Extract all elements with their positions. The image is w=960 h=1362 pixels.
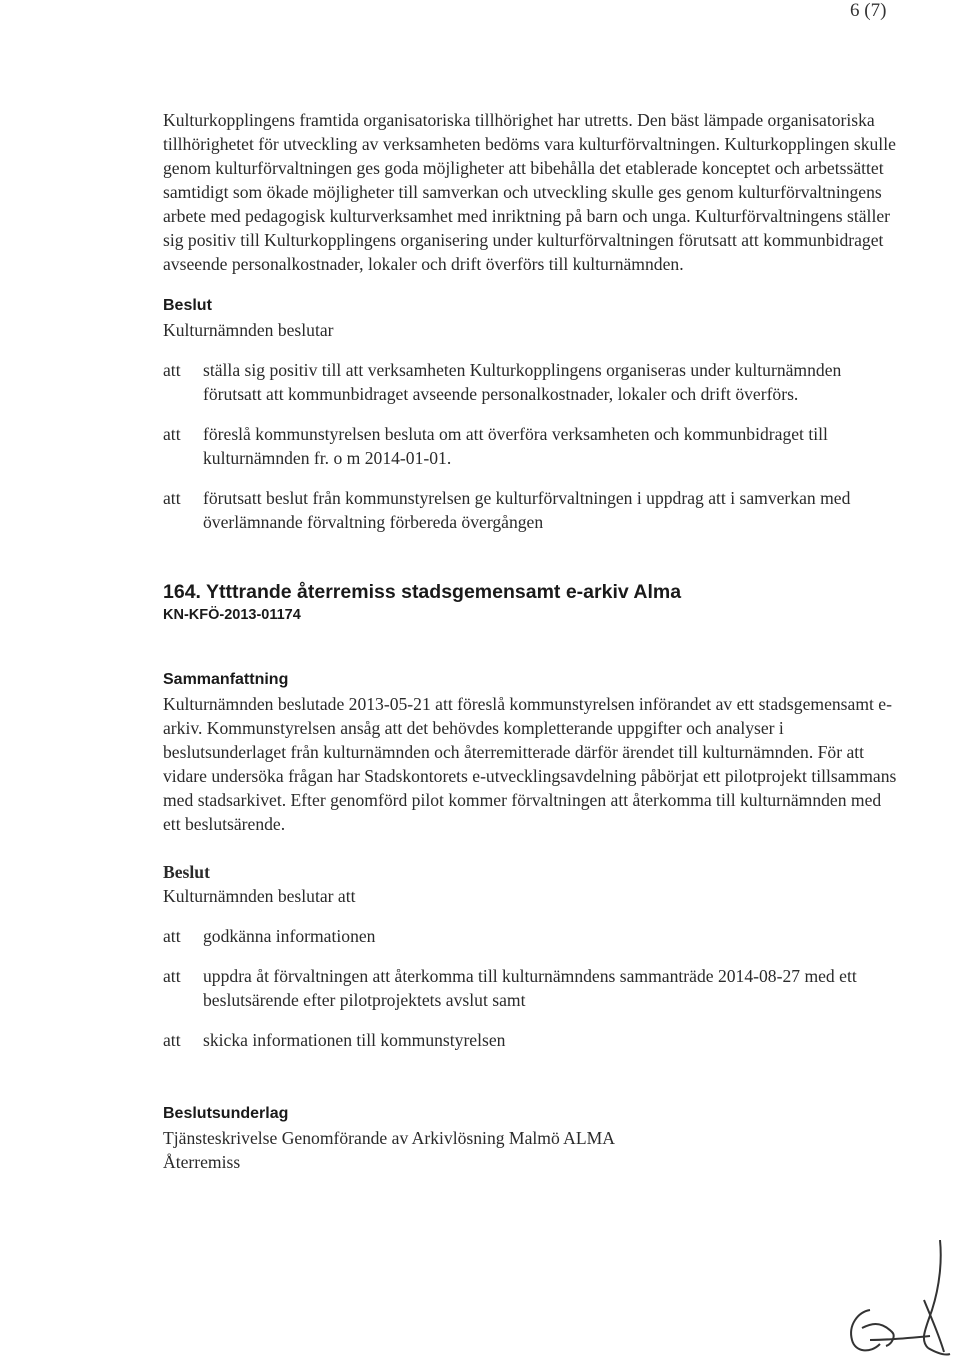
beslut-clause [163, 358, 903, 406]
beslut-intro: Kulturnämnden beslutar [163, 320, 334, 340]
att-label: att [163, 488, 181, 508]
clause-text: skicka informationen till kommunstyrelsen [203, 1030, 506, 1050]
clause-text: godkänna informationen [203, 926, 376, 946]
att-label: att [163, 926, 181, 946]
beslut-heading: Beslut [163, 297, 212, 314]
sammanfattning-paragraph: Kulturnämnden beslutade 2013-05-21 att föreslå kommunstyrelsen införandet av ett stadsgemensamt e-arkiv. Kommunstyrelsen ansåg att det behövdes kompletterande uppgifter och analyser i beslutsunderlaget från kulturnämnden och återremitterade därför ärendet till kulturnämnden. För att vidare undersöka frågan har Stadskontorets e-utvecklingsavdelning påbörjat ett pilotprojekt tillsammans med stadsarkivet. Efter genomförd pilot kommer förvaltningen att återkomma till kulturnämnden med ett beslutsärende. [163, 694, 897, 834]
handwritten-initials-signature [840, 1240, 960, 1362]
beslutsunderlag-heading: Beslutsunderlag [163, 1105, 289, 1122]
beslut-clause [163, 964, 903, 1012]
beslut-clause [163, 422, 903, 470]
beslut-clause [163, 924, 903, 948]
beslut-clause [163, 1028, 903, 1052]
intro-paragraph: Kulturkopplingens framtida organisatoriska tillhörighet har utretts. Den bäst lämpade organisatoriska tillhörighetet för utveckling av verksamheten bedöms vara kulturförvaltningen. Kulturkopplingen skulle genom kulturförvaltningen ges goda möjligheter att bibehålla det etablerade konceptet och arbetssättet samtidigt som ökade möjligheter till samverkan och utveckling skulle ges genom kulturförvaltningens arbete med pedagogisk kulturverksamhet med inriktning på barn och unga. Kulturförvaltningens ställer sig positiv till Kulturkopplingens organisering under kulturförvaltningen förutsatt att kommunbidraget avseende personalkostnader, lokaler och drift överförs till kulturnämnden. [163, 110, 896, 274]
att-label: att [163, 966, 181, 986]
sammanfattning-heading: Sammanfattning [163, 671, 289, 688]
clause-text: förutsatt beslut från kommunstyrelsen ge kulturförvaltningen i uppdrag att i samverkan med överlämnande förvaltning förbereda övergången [203, 488, 851, 532]
att-label: att [163, 1030, 181, 1050]
att-label: att [163, 424, 181, 444]
beslut-clause [163, 486, 903, 534]
item-reference-number: KN-KFÖ-2013-01174 [163, 607, 301, 623]
clause-text: föreslå kommunstyrelsen besluta om att överföra verksamheten och kommunbidraget till kulturnämnden fr. o m 2014-01-01. [203, 424, 828, 468]
beslut-heading: Beslut [163, 862, 210, 882]
beslutsunderlag-item: Återremiss [163, 1152, 241, 1172]
beslut-intro: Kulturnämnden beslutar att [163, 886, 356, 906]
att-label: att [163, 360, 181, 380]
document-body [163, 108, 903, 1174]
page-number: 6 (7) [850, 0, 887, 21]
clause-text: uppdra åt förvaltningen att återkomma till kulturnämndens sammanträde 2014-08-27 med ett beslutsärende efter pilotprojektets avslut samt [203, 966, 857, 1010]
beslutsunderlag-item: Tjänsteskrivelse Genomförande av Arkivlösning Malmö ALMA [163, 1128, 615, 1148]
item-title: 164. Ytttrande återremiss stadsgemensamt e-arkiv Alma [163, 581, 682, 603]
clause-text: ställa sig positiv till att verksamheten Kulturkopplingens organiseras under kulturnämnden förutsatt att kommunbidraget avseende personalkostnader, lokaler och drift överförs. [203, 360, 842, 404]
